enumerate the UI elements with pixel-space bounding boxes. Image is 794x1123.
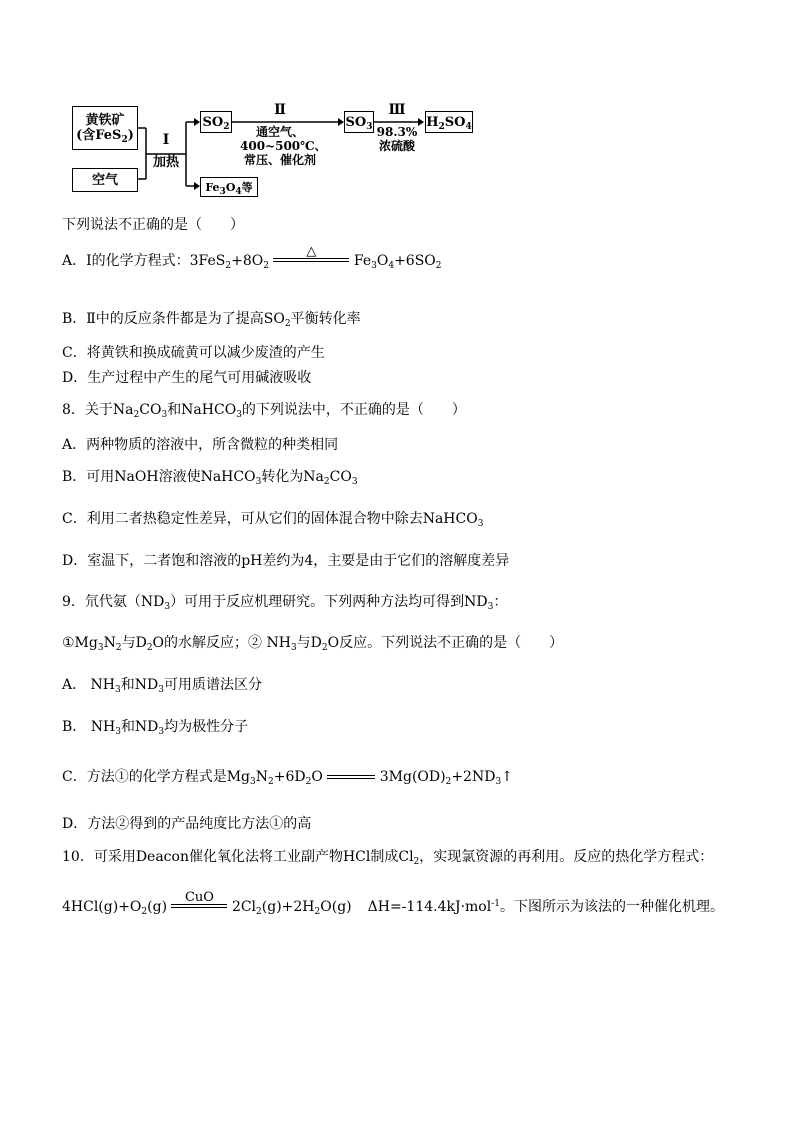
so3-formula: $SO_3$ — [345, 114, 373, 132]
q8-option-b: B．可用NaOH溶液使NaHCO$_3$转化为$Na_2CO_3$ — [62, 469, 358, 487]
gas-arrow-icon: ↑ — [501, 769, 513, 785]
step1-condition: 加热 — [152, 155, 179, 170]
air-label: 空气 — [91, 172, 118, 188]
q8-option-c: C．利用二者热稳定性差异，可从它们的固体混合物中除去NaHCO$_3$ — [62, 511, 484, 529]
q9-option-b: B． $NH_3$和$ND_3$均为极性分子 — [62, 719, 249, 737]
so2-box — [200, 111, 232, 133]
h2so4-formula: $H_2SO_4$ — [426, 114, 472, 132]
step2-cond-3: 常压、催化剂 — [243, 153, 316, 167]
q8-option-d: D．室温下，二者饱和溶液的pH差约为4，主要是由于它们的溶解度差异 — [62, 553, 510, 569]
catalyst-label: CuO — [184, 889, 214, 905]
step3-label: Ⅲ — [388, 102, 406, 118]
q7-option-b: B．Ⅱ中的反应条件都是为了提高$SO_2$平衡转化率 — [62, 311, 361, 329]
q7-option-c: C．将黄铁和换成硫黄可以减少废渣的产生 — [62, 345, 325, 361]
q7-option-d: D．生产过程中产生的尾气可用碱液吸收 — [62, 370, 312, 386]
q8-stem: 8．关于$Na_2CO_3$和NaHCO$_3$的下列说法中，不正确的是（ ） — [62, 402, 466, 420]
q9-option-d: D．方法②得到的产品纯度比方法①的高 — [62, 816, 312, 832]
q9-methods: $①Mg_3N_2$与$D_2O$的水解反应；② $NH_3$与$D_2O$反应。下列说法不正确的是（ ） — [62, 635, 564, 653]
heat-symbol: △ — [306, 243, 317, 259]
fe3o4-box — [200, 177, 258, 197]
step3-cond-2: 浓硫酸 — [378, 139, 415, 153]
q9-option-a: A． $NH_3$和$ND_3$可用质谱法区分 — [62, 677, 262, 695]
step2-label: Ⅱ — [274, 102, 286, 118]
heat-equals-sign — [273, 245, 349, 262]
pyrite-label: 黄铁矿 — [85, 113, 125, 128]
q10-equation: $4HCl(g)+O_2(g)$ CuO $2Cl_2(g)+2H_2O(g)$ ΔH=-114.4kJ·mol$^{-1}$。下图所示为该法的一种催化机理。 — [62, 889, 724, 917]
q9-option-c: C．方法①的化学方程式是$Mg_3N_2+6D_2O$ $3Mg(OD)_2+2ND_3↑$ — [62, 769, 513, 787]
catalyst-equals-sign — [171, 891, 227, 908]
q7-stem: 下列说法不正确的是（ ） — [62, 217, 244, 233]
step2-cond-1: 通空气、 — [255, 125, 304, 139]
so2-formula: $SO_2$ — [202, 114, 230, 132]
air-box — [72, 168, 138, 192]
q9-stem: 9．氘代氨$(ND_3)$可用于反应机理研究。下列两种方法均可得到$ND_3$： — [62, 594, 508, 612]
so3-box — [344, 111, 374, 133]
pyrite-box — [72, 106, 138, 150]
q8-option-a: A．两种物质的溶液中，所含微粒的种类相同 — [62, 437, 339, 453]
step2-cond-2: 400~500℃、 — [240, 139, 327, 153]
fe3o4-formula: $Fe_3O_4$等 — [205, 180, 253, 197]
step1-label: Ⅰ — [162, 132, 170, 148]
equals-sign — [327, 775, 375, 779]
flowchart — [70, 100, 480, 205]
q10-stem: 10．可采用Deacon催化氧化法将工业副产物HCl制成$Cl_2$，实现氯资源的再利用。反应的热化学方程式： — [62, 849, 714, 867]
step3-cond-1: 98.3% — [376, 125, 418, 139]
h2so4-box — [425, 111, 473, 133]
pyrite-formula: (含FeS$_2$) — [76, 128, 134, 145]
q7-option-a: A．Ⅰ的化学方程式：$3FeS_2+8O_2$ △ $Fe_3O_4+6SO_2$ — [62, 243, 442, 271]
